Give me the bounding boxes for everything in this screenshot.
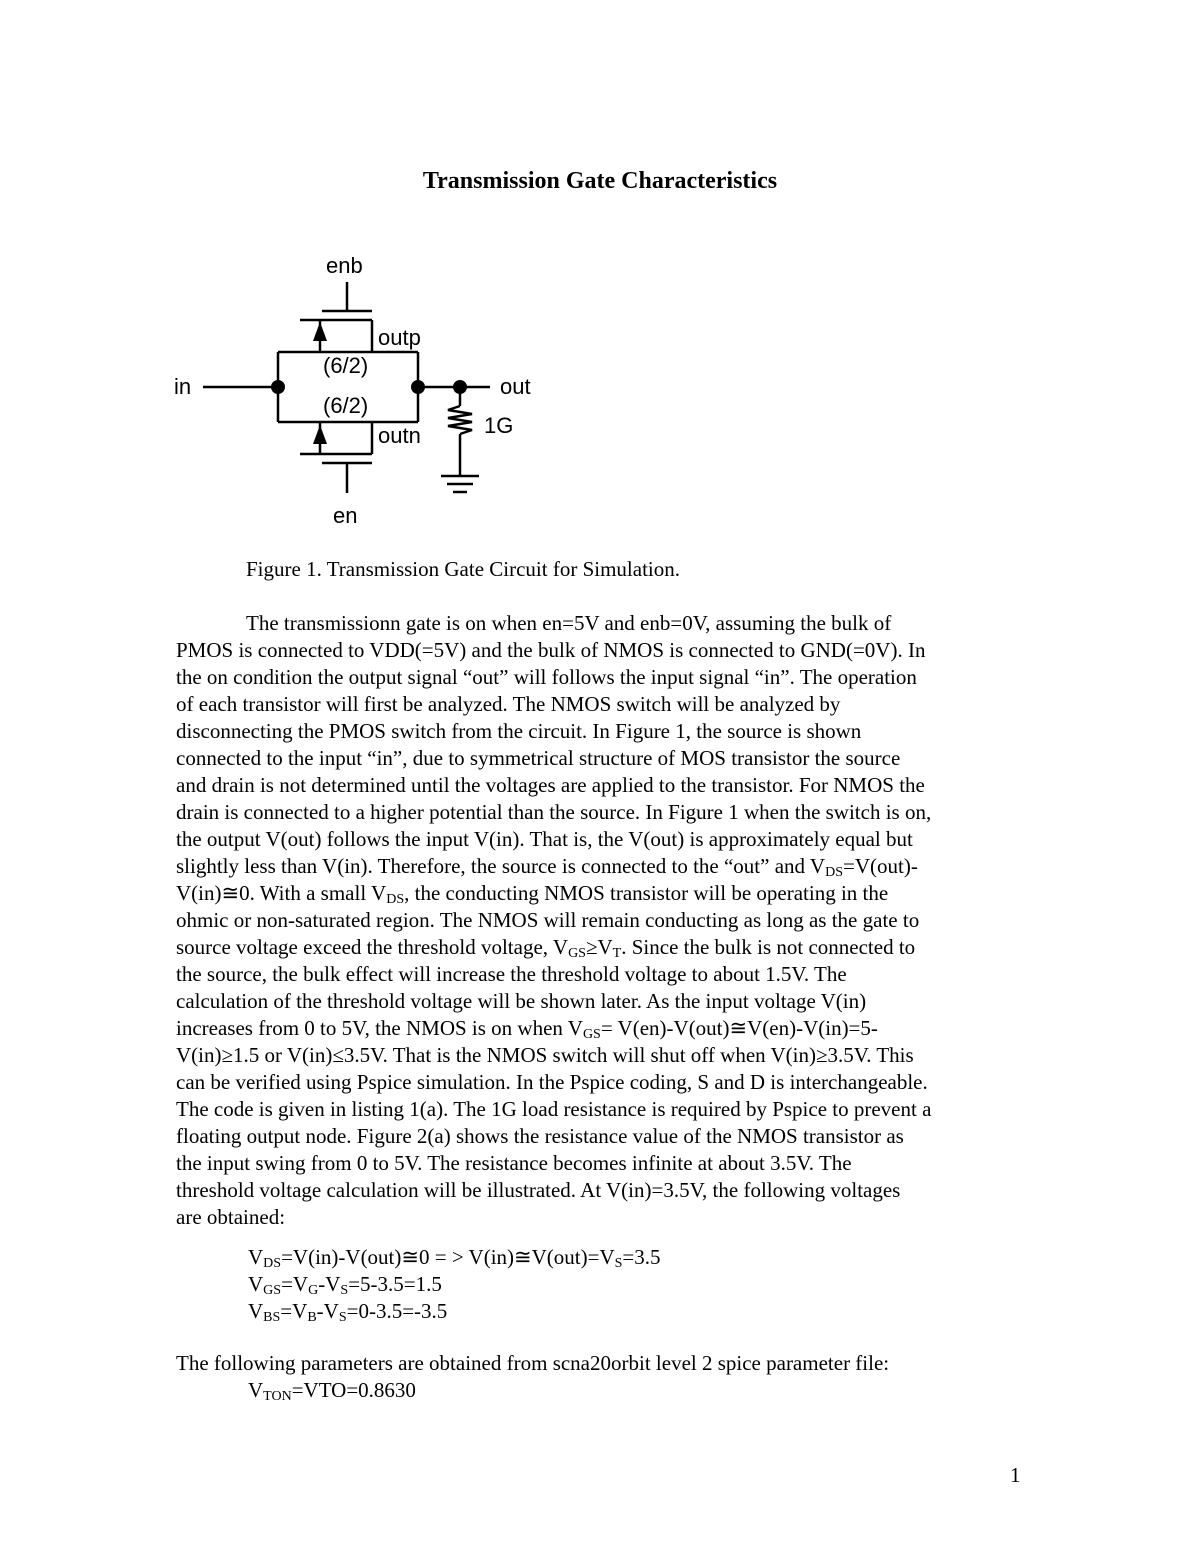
resistor-1g xyxy=(448,406,472,434)
body-paragraph-1 xyxy=(176,610,931,1231)
in-label: in xyxy=(174,374,192,399)
equations-block xyxy=(176,1244,661,1325)
circuit-wires xyxy=(203,282,490,493)
paragraph-line: The transmissionn gate is on when en=5V and enb=0V, assuming the bulk of xyxy=(246,611,892,635)
paragraph-line: the input swing from 0 to 5V. The resistance becomes infinite at about 3.5V. The xyxy=(176,1151,852,1175)
pmos-size-label: (6/2) xyxy=(323,353,369,378)
paragraph-line: and drain is not determined until the voltages are applied to the transistor. For NMOS the xyxy=(176,773,925,797)
outn-label: outn xyxy=(378,423,421,448)
paragraph-line: are obtained: xyxy=(176,1205,286,1229)
paragraph-line: V(in)≥1.5 or V(in)≤3.5V. That is the NMOS switch will shut off when V(in)≥3.5V. This xyxy=(176,1043,914,1067)
paragraph-line: calculation of the threshold voltage will be shown later. As the input voltage V(in) xyxy=(176,989,867,1013)
resistor-label: 1G xyxy=(484,413,514,438)
body-paragraph-2 xyxy=(176,1350,889,1404)
outp-label: outp xyxy=(378,325,421,350)
page-number: 1 xyxy=(1010,1463,1021,1487)
paragraph-line: the output V(out) follows the input V(in). That is, the V(out) is approximately equal but xyxy=(176,827,913,851)
nmos-arrow-icon xyxy=(313,425,327,444)
equation-vbs: $V_{BS}=V_B-V_S=0-3.5=-3.5$ xyxy=(248,1299,448,1325)
pmos-arrow-icon xyxy=(313,322,327,341)
paragraph-line: can be verified using Pspice simulation. In the Pspice coding, S and D is interchangeable. xyxy=(176,1070,928,1094)
paragraph-line: drain is connected to a higher potential than the source. In Figure 1 when the switch is on, xyxy=(176,800,932,824)
figure-caption: Figure 1. Transmission Gate Circuit for Simulation. xyxy=(246,557,680,581)
output-node-dot xyxy=(411,380,425,394)
paragraph-line: the on condition the output signal “out” will follows the input signal “in”. The operation xyxy=(176,665,917,689)
paragraph-line: V(in)≅0. With a small $V_{DS}$, the conducting NMOS transistor will be operating in the xyxy=(176,881,889,907)
paragraph-line: the source, the bulk effect will increase the threshold voltage to about 1.5V. The xyxy=(176,962,847,986)
transmission-gate-circuit-diagram xyxy=(160,245,560,535)
enb-label: enb xyxy=(326,253,363,278)
paragraph-line: The code is given in listing 1(a). The 1G load resistance is required by Pspice to prevent a xyxy=(176,1097,932,1121)
paragraph-line: ohmic or non-saturated region. The NMOS will remain conducting as long as the gate to xyxy=(176,908,920,932)
paragraph-line: increases from 0 to 5V, the NMOS is on when $V_{GS}=$ V(en)-V(out)≅V(en)-V(in)=5- xyxy=(176,1016,878,1042)
equation-vds: $V_{DS}=V(in)-V(out)≅0$ = > $V(in)≅V(out)=V_S=3.5$ xyxy=(248,1245,661,1271)
page-title: Transmission Gate Characteristics xyxy=(422,168,778,194)
input-node-dot xyxy=(271,380,285,394)
paragraph-line: threshold voltage calculation will be illustrated. At V(in)=3.5V, the following voltages xyxy=(176,1178,901,1202)
paragraph-line: disconnecting the PMOS switch from the circuit. In Figure 1, the source is shown xyxy=(176,719,862,743)
paragraph-line: The following parameters are obtained from scna20orbit level 2 spice parameter file: xyxy=(176,1351,890,1375)
paragraph-line: PMOS is connected to VDD(=5V) and the bulk of NMOS is connected to GND(=0V). In xyxy=(176,638,926,662)
paragraph-line: slightly less than V(in). Therefore, the source is connected to the “out” and $V_{DS}=V(out)-$ xyxy=(176,854,918,880)
paragraph-line: of each transistor will first be analyzed. The NMOS switch will be analyzed by xyxy=(176,692,841,716)
nmos-size-label: (6/2) xyxy=(323,393,369,418)
en-label: en xyxy=(333,503,358,528)
out-label: out xyxy=(500,374,531,399)
paragraph-line: connected to the input “in”, due to symmetrical structure of MOS transistor the source xyxy=(176,746,901,770)
equation-vgs: $V_{GS}=V_G-V_S=5-3.5=1.5$ xyxy=(248,1272,442,1298)
resistor-node-dot xyxy=(453,380,467,394)
paragraph-line: floating output node. Figure 2(a) shows the resistance value of the NMOS transistor as xyxy=(176,1124,904,1148)
equation-vton: $V_{TON}=VTO=0.8630$ xyxy=(248,1378,416,1404)
paragraph-line: source voltage exceed the threshold voltage, $V_{GS}\ge V_T$. Since the bulk is not connected to xyxy=(176,935,916,961)
